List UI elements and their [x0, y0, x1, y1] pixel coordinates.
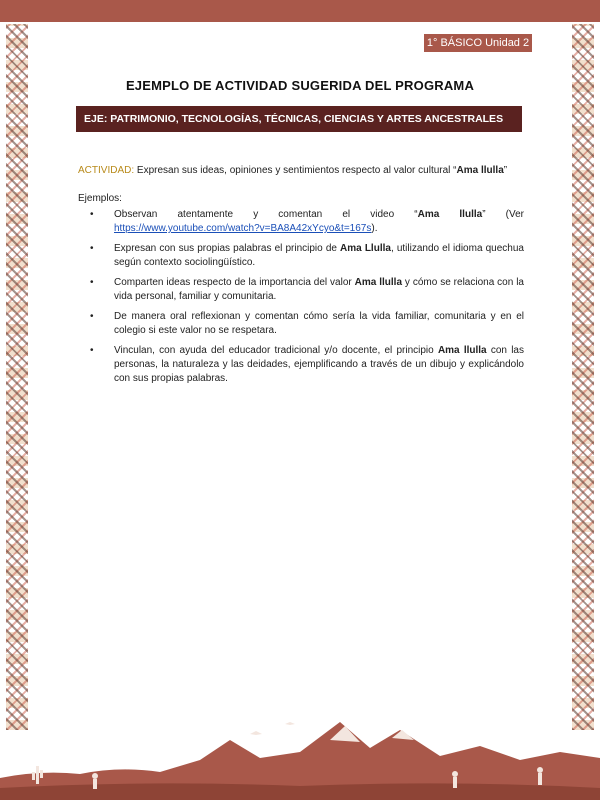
example-text: Observan atentamente y comentan el video “ — [114, 209, 418, 220]
example-text: Vinculan, con ayuda del educador tradicional y/o docente, el principio — [114, 345, 438, 356]
bullet-icon: • — [90, 243, 94, 254]
example-text: y cómo se relaciona con la vida personal, familiar y comunitaria. — [114, 277, 524, 302]
examples-label: Ejemplos: — [78, 193, 122, 204]
example-bold: Ama llulla — [437, 345, 487, 356]
example-bold: Ama llulla — [417, 209, 483, 220]
example-text: De manera oral reflexionan y comentan cómo sería la vida familiar, comunitaria y en el colegio si este valor no se respetara. — [114, 311, 524, 336]
bullet-icon: • — [90, 277, 94, 288]
youtube-link[interactable]: https://www.youtube.com/watch?v=BA8A42xYcyo&t=167s — [114, 223, 372, 234]
left-decorative-pattern — [6, 24, 28, 730]
activity-text-before: Expresan sus ideas, opiniones y sentimientos respecto al valor cultural “ — [134, 165, 457, 176]
list-item — [78, 242, 524, 270]
activity-label: ACTIVIDAD: — [78, 165, 135, 176]
example-text: Expresan con sus propias palabras el principio de — [114, 243, 341, 254]
example-bold: Ama llulla — [354, 277, 403, 288]
example-text: con las personas, la naturaleza y las deidades, ejemplificando a través de un dibujo y explicándolo con sus propias palabras. — [114, 345, 524, 384]
activity-text-after: ” — [503, 165, 508, 176]
example-text: ” (Ver — [482, 209, 524, 220]
right-decorative-pattern — [572, 24, 594, 730]
examples-list — [78, 208, 524, 386]
example-text: Comparten ideas respecto de la importancia del valor — [114, 277, 355, 288]
top-decorative-band — [0, 0, 600, 22]
bullet-icon: • — [90, 311, 94, 322]
bullet-icon: • — [90, 209, 94, 220]
list-item — [78, 276, 524, 304]
footer-landscape-illustration — [0, 700, 600, 800]
list-item — [78, 344, 524, 386]
bullet-icon: • — [90, 345, 94, 356]
unit-badge: 1° BÁSICO Unidad 2 — [424, 34, 532, 52]
document-body — [78, 164, 524, 392]
list-item — [78, 208, 524, 236]
example-bold: Ama Llulla — [340, 243, 391, 254]
eje-banner: EJE: PATRIMONIO, TECNOLOGÍAS, TÉCNICAS, CIENCIAS Y ARTES ANCESTRALES — [76, 106, 522, 132]
example-text: , utilizando el idioma quechua según contexto sociolingüístico. — [114, 243, 524, 268]
list-item — [78, 310, 524, 338]
example-text: ). — [371, 223, 378, 234]
activity-paragraph — [78, 164, 524, 178]
page-title: EJEMPLO DE ACTIVIDAD SUGERIDA DEL PROGRAMA — [125, 78, 475, 93]
activity-value-bold: Ama llulla — [456, 165, 504, 176]
